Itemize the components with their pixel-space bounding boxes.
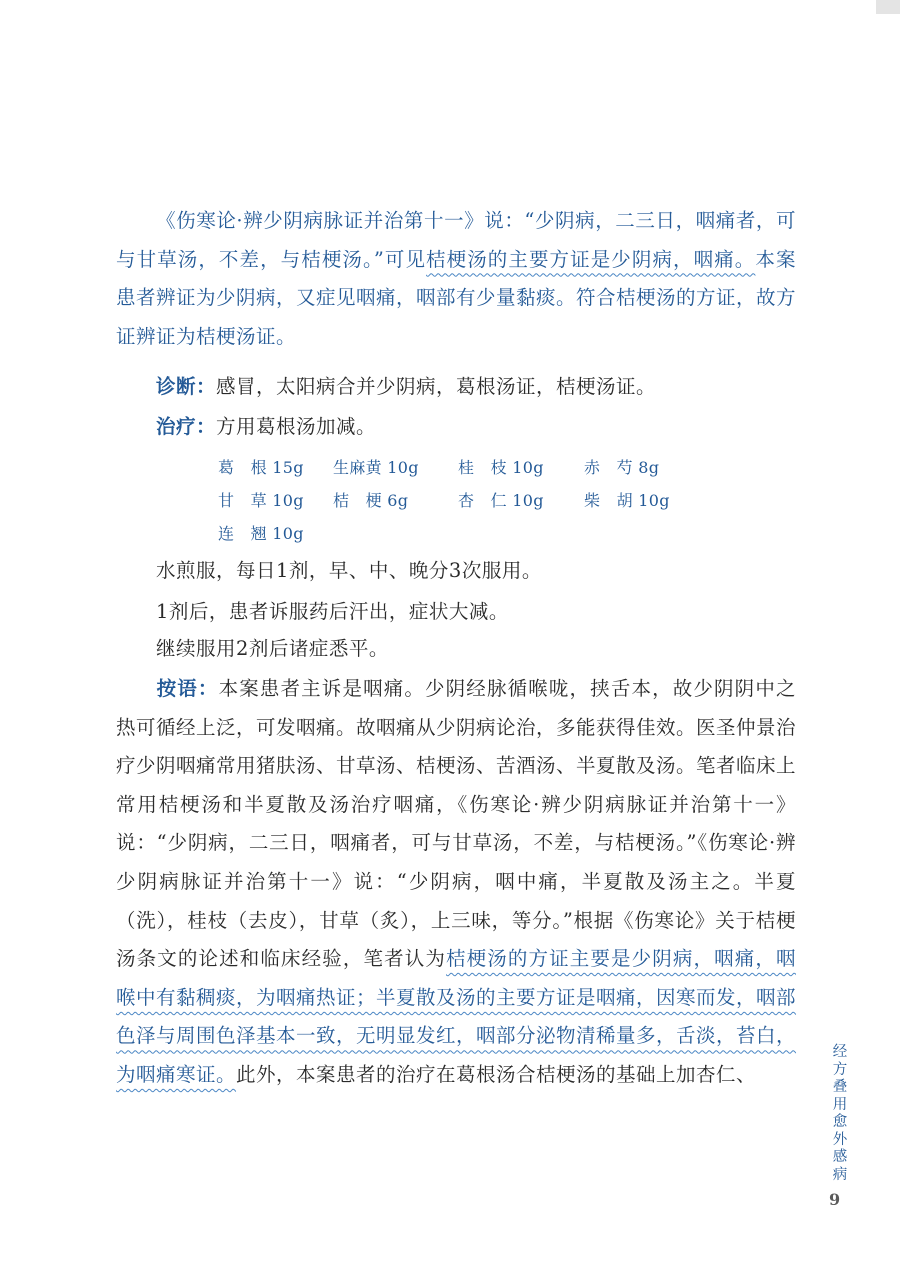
diagnosis-line bbox=[156, 371, 656, 399]
side-chapter-title bbox=[830, 1044, 850, 1184]
treatment-line bbox=[156, 411, 376, 439]
side-title-char: 用 bbox=[832, 1096, 848, 1113]
side-title-char: 感 bbox=[832, 1149, 848, 1165]
case-analysis-text: 本案患者辨证为少阴病，又症见咽痛，咽部有少量黏痰。符合桔梗汤的方证，故方证辨证为桔梗汤证。 bbox=[116, 247, 797, 348]
herb-item: 桔 梗 6g bbox=[333, 491, 409, 510]
paragraph-shanghan-quote bbox=[116, 202, 796, 356]
herb-item: 桂 枝 10g bbox=[458, 458, 544, 477]
commentary-continuation: 此外，本案患者的治疗在葛根汤合桔梗汤的基础上加杏仁、 bbox=[236, 1062, 757, 1086]
side-title-char: 叠 bbox=[832, 1079, 848, 1095]
commentary-label: 按语： bbox=[156, 677, 219, 700]
outcome-line-1: 1剂后，患者诉服药后汗出，症状大减。 bbox=[156, 600, 509, 623]
diagnosis-label: 诊断： bbox=[156, 375, 217, 398]
treatment-label: 治疗： bbox=[156, 415, 217, 438]
diagnosis-text: 感冒，太阳病合并少阴病，葛根汤证，桔梗汤证。 bbox=[216, 375, 657, 398]
side-title-char: 病 bbox=[832, 1166, 848, 1183]
commentary-text: 本案患者主诉是咽痛。少阴经脉循喉咙，挟舌本，故少阴阴中之热可循经上泛，可发咽痛。故咽痛从少阴病论治，多能获得佳效。医圣仲景治疗少阴咽痛常用猪肤汤、甘草汤、桔梗汤、苦酒汤、半夏散及汤。笔者临床上常用桔梗汤和半夏散及汤治疗咽痛，《伤寒论·辨少阴病脉证并治第十一》说：“少阴病，二三日，咽痛者，可与甘草汤，不差，与桔梗汤。”《伤寒论·辨少阴病脉证并治第十一》说：“少阴病，咽中痛，半夏散及汤主之。半夏（洗），桂枝（去皮），甘草（炙），上三味，等分。”根据《伤寒论》关于桔梗汤条文的论述和临床经验，笔者认为 bbox=[116, 677, 797, 971]
herb-item: 柴 胡 10g bbox=[584, 491, 670, 510]
side-title-char: 方 bbox=[832, 1061, 848, 1078]
page-number: 9 bbox=[829, 1190, 841, 1209]
herb-item: 生麻黄 10g bbox=[333, 458, 419, 477]
emphasis-text: 桔梗汤的主要方证是少阴病，咽痛。 bbox=[426, 247, 756, 271]
treatment-text: 方用葛根汤加减。 bbox=[216, 415, 377, 438]
herb-item: 赤 芍 8g bbox=[584, 458, 660, 477]
page-corner-mark bbox=[876, 0, 900, 14]
herb-item: 甘 草 10g bbox=[218, 491, 304, 510]
commentary-paragraph bbox=[116, 670, 796, 1095]
dosage-instruction: 水煎服，每日1剂，早、中、晚分3次服用。 bbox=[156, 559, 542, 582]
side-title-char: 外 bbox=[832, 1131, 848, 1148]
herb-item: 连 翘 10g bbox=[218, 524, 304, 543]
herb-item: 杏 仁 10g bbox=[458, 491, 544, 510]
quote-text: 《伤寒论·辨少阴病脉证并治第十一》说：“少阴病，二三日，咽痛者，可与甘草汤，不差，与桔梗汤。”可见 bbox=[116, 209, 796, 271]
commentary-emphasis: 桔梗汤的方证主要是少阴病，咽痛，咽喉中有黏稠痰，为咽痛热证；半夏散及汤的主要方证是咽痛，因寒而发，咽部色泽与周围色泽基本一致，无明显发红，咽部分泌物清稀量多，舌淡，苔白，为咽痛寒证。 bbox=[116, 947, 797, 1086]
herb-item: 葛 根 15g bbox=[218, 458, 304, 477]
side-title-char: 经 bbox=[832, 1044, 848, 1060]
outcome-line-2: 继续服用2剂后诸症悉平。 bbox=[156, 637, 389, 660]
side-title-char: 愈 bbox=[832, 1114, 848, 1130]
